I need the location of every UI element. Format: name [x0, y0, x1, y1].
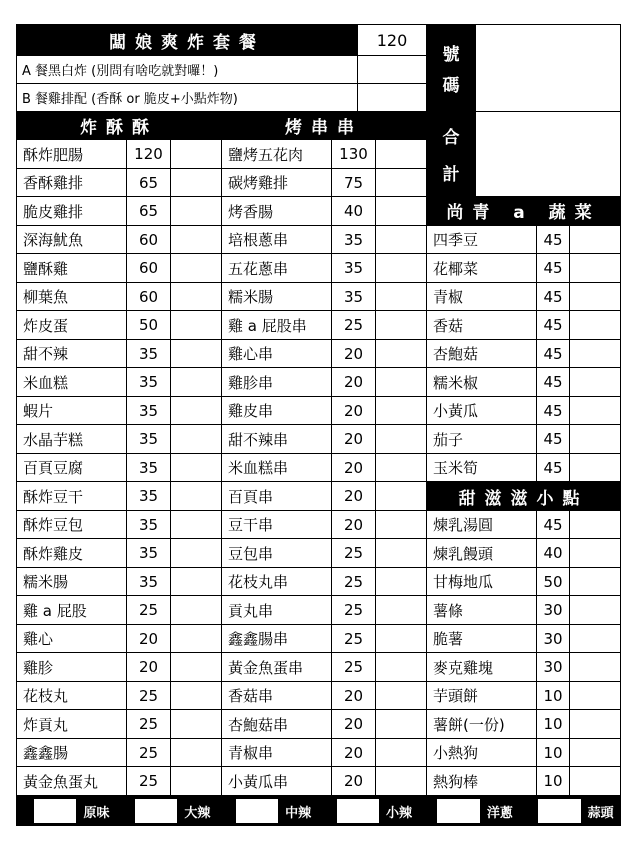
snack-item-qty-box[interactable] — [569, 567, 621, 596]
veg-item-name: 杏鮑菇 — [426, 339, 537, 368]
fried-item-name: 百頁豆腐 — [16, 453, 127, 482]
set-option-b-qty-box[interactable] — [357, 83, 427, 112]
grilled-item-price: 25 — [331, 624, 376, 653]
grilled-item-qty-box[interactable] — [375, 624, 427, 653]
flavor-label: 原味 — [76, 799, 116, 823]
snack-item-price: 30 — [536, 595, 570, 625]
grilled-item-name: 雞皮串 — [221, 396, 332, 425]
grilled-item-price: 25 — [331, 538, 376, 568]
set-meal-price: 120 — [357, 24, 427, 56]
fried-item-price: 25 — [126, 738, 171, 767]
veg-item-name: 花椰菜 — [426, 253, 537, 283]
grilled-item-qty-box[interactable] — [375, 652, 427, 682]
fried-item-name: 米血糕 — [16, 367, 127, 397]
grilled-item-qty-box[interactable] — [375, 396, 427, 425]
fried-item-price: 35 — [126, 453, 171, 482]
snack-item-price: 10 — [536, 738, 570, 767]
fried-item-qty-box[interactable] — [170, 652, 222, 682]
grilled-item-price: 20 — [331, 396, 376, 425]
snack-item-name: 薯餅(一份) — [426, 709, 537, 739]
fried-item-price: 25 — [126, 709, 171, 739]
grilled-item-qty-box[interactable] — [375, 139, 427, 169]
grilled-item-qty-box[interactable] — [375, 510, 427, 539]
fried-item-name: 柳葉魚 — [16, 282, 127, 311]
grilled-item-name: 烤香腸 — [221, 196, 332, 226]
flavor-checkbox[interactable] — [34, 799, 76, 823]
flavor-label: 中辣 — [278, 799, 318, 823]
grilled-item-qty-box[interactable] — [375, 424, 427, 454]
snack-item-price: 10 — [536, 681, 570, 710]
veg-item-qty-box[interactable] — [569, 225, 621, 254]
fried-item-price: 20 — [126, 652, 171, 682]
fried-item-qty-box[interactable] — [170, 225, 222, 254]
snack-item-name: 麥克雞塊 — [426, 652, 537, 682]
grilled-item-qty-box[interactable] — [375, 225, 427, 254]
grilled-item-price: 35 — [331, 225, 376, 254]
fried-item-name: 鑫鑫腸 — [16, 738, 127, 767]
grilled-item-qty-box[interactable] — [375, 310, 427, 340]
order-number-box[interactable] — [475, 24, 621, 112]
fried-section-title: 炸酥酥 — [16, 111, 222, 140]
fried-item-name: 甜不辣 — [16, 339, 127, 368]
veg-item-name: 茄子 — [426, 424, 537, 454]
grilled-item-price: 20 — [331, 510, 376, 539]
grilled-item-qty-box[interactable] — [375, 339, 427, 368]
veg-item-name: 小黃瓜 — [426, 396, 537, 425]
veg-item-price: 45 — [536, 282, 570, 311]
order-number-label — [426, 24, 476, 112]
fried-item-qty-box[interactable] — [170, 453, 222, 482]
fried-item-price: 35 — [126, 567, 171, 596]
grilled-item-qty-box[interactable] — [375, 595, 427, 625]
snack-item-name: 煉乳饅頭 — [426, 538, 537, 568]
snack-item-price: 50 — [536, 567, 570, 596]
veg-item-price: 45 — [536, 424, 570, 454]
veg-item-name: 玉米筍 — [426, 453, 537, 482]
grilled-item-price: 25 — [331, 310, 376, 340]
grilled-item-qty-box[interactable] — [375, 253, 427, 283]
grilled-item-name: 培根蔥串 — [221, 225, 332, 254]
fried-item-qty-box[interactable] — [170, 367, 222, 397]
fried-item-qty-box[interactable] — [170, 168, 222, 197]
fried-item-name: 糯米腸 — [16, 567, 127, 596]
grilled-section-title: 烤串串 — [221, 111, 427, 140]
veg-item-qty-box[interactable] — [569, 424, 621, 454]
snack-item-qty-box[interactable] — [569, 595, 621, 625]
grilled-item-price: 20 — [331, 424, 376, 454]
grilled-item-name: 五花蔥串 — [221, 253, 332, 283]
fried-item-name: 酥炸豆干 — [16, 481, 127, 511]
grilled-item-price: 75 — [331, 168, 376, 197]
veg-section-title: 尚青 a 蔬菜 — [426, 196, 621, 225]
grilled-item-name: 花枝丸串 — [221, 567, 332, 596]
grilled-item-price: 25 — [331, 652, 376, 682]
fried-item-name: 酥炸雞皮 — [16, 538, 127, 568]
grilled-item-name: 小黃瓜串 — [221, 766, 332, 796]
grilled-item-price: 20 — [331, 709, 376, 739]
veg-item-price: 45 — [536, 453, 570, 482]
grilled-item-qty-box[interactable] — [375, 738, 427, 767]
veg-item-price: 45 — [536, 225, 570, 254]
fried-item-name: 酥炸肥腸 — [16, 139, 127, 169]
snack-item-price: 30 — [536, 624, 570, 653]
fried-item-name: 雞 a 屁股 — [16, 595, 127, 625]
fried-item-price: 50 — [126, 310, 171, 340]
fried-item-qty-box[interactable] — [170, 310, 222, 340]
set-meal-title: 闆娘爽炸套餐 — [16, 24, 358, 56]
grilled-item-qty-box[interactable] — [375, 709, 427, 739]
snack-item-name: 甘梅地瓜 — [426, 567, 537, 596]
fried-item-price: 20 — [126, 624, 171, 653]
fried-item-qty-box[interactable] — [170, 424, 222, 454]
veg-item-price: 45 — [536, 310, 570, 340]
grilled-item-qty-box[interactable] — [375, 681, 427, 710]
grilled-item-qty-box[interactable] — [375, 567, 427, 596]
set-option-a-qty-box[interactable] — [357, 55, 427, 84]
fried-item-qty-box[interactable] — [170, 538, 222, 568]
fried-item-price: 120 — [126, 139, 171, 169]
fried-item-price: 35 — [126, 424, 171, 454]
fried-item-name: 花枝丸 — [16, 681, 127, 710]
snack-item-qty-box[interactable] — [569, 738, 621, 767]
grilled-item-name: 甜不辣串 — [221, 424, 332, 454]
fried-item-price: 60 — [126, 225, 171, 254]
grilled-item-price: 20 — [331, 738, 376, 767]
fried-item-name: 蝦片 — [16, 396, 127, 425]
snack-item-qty-box[interactable] — [569, 624, 621, 653]
fried-item-price: 35 — [126, 510, 171, 539]
grilled-item-price: 25 — [331, 567, 376, 596]
fried-item-qty-box[interactable] — [170, 595, 222, 625]
grilled-item-name: 貢丸串 — [221, 595, 332, 625]
snack-item-price: 30 — [536, 652, 570, 682]
snack-item-name: 熱狗棒 — [426, 766, 537, 796]
flavor-checkbox[interactable] — [538, 799, 580, 823]
fried-item-name: 酥炸豆包 — [16, 510, 127, 539]
total-char-2: 計 — [442, 165, 460, 185]
order-number-char-2: 碼 — [442, 76, 460, 96]
grilled-item-qty-box[interactable] — [375, 282, 427, 311]
fried-item-name: 炸貢丸 — [16, 709, 127, 739]
veg-item-qty-box[interactable] — [569, 396, 621, 425]
fried-item-price: 35 — [126, 339, 171, 368]
fried-item-qty-box[interactable] — [170, 681, 222, 710]
grilled-item-name: 鹽烤五花肉 — [221, 139, 332, 169]
grilled-item-price: 35 — [331, 253, 376, 283]
veg-item-qty-box[interactable] — [569, 310, 621, 340]
fried-item-qty-box[interactable] — [170, 253, 222, 283]
grilled-item-name: 雞 a 屁股串 — [221, 310, 332, 340]
grilled-item-name: 香菇串 — [221, 681, 332, 710]
grilled-item-qty-box[interactable] — [375, 168, 427, 197]
fried-item-price: 60 — [126, 282, 171, 311]
fried-item-qty-box[interactable] — [170, 766, 222, 796]
grilled-item-name: 糯米腸 — [221, 282, 332, 311]
veg-item-price: 45 — [536, 396, 570, 425]
grilled-item-name: 鑫鑫腸串 — [221, 624, 332, 653]
fried-item-name: 香酥雞排 — [16, 168, 127, 197]
fried-item-price: 35 — [126, 367, 171, 397]
fried-item-qty-box[interactable] — [170, 196, 222, 226]
fried-item-qty-box[interactable] — [170, 567, 222, 596]
grilled-item-qty-box[interactable] — [375, 453, 427, 482]
fried-item-name: 炸皮蛋 — [16, 310, 127, 340]
snack-item-qty-box[interactable] — [569, 681, 621, 710]
fried-item-price: 25 — [126, 681, 171, 710]
snack-item-name: 薯條 — [426, 595, 537, 625]
flavor-checkbox[interactable] — [236, 799, 278, 823]
snack-item-name: 脆薯 — [426, 624, 537, 653]
grilled-item-name: 雞胗串 — [221, 367, 332, 397]
snack-item-price: 40 — [536, 538, 570, 568]
veg-item-name: 香菇 — [426, 310, 537, 340]
total-char-1: 合 — [442, 128, 460, 148]
fried-item-qty-box[interactable] — [170, 738, 222, 767]
fried-item-name: 深海魷魚 — [16, 225, 127, 254]
fried-item-qty-box[interactable] — [170, 510, 222, 539]
total-label — [426, 111, 476, 197]
grilled-item-name: 黃金魚蛋串 — [221, 652, 332, 682]
fried-item-name: 雞心 — [16, 624, 127, 653]
set-option-a: A 餐黑白炸 (別問有啥吃就對囉！) — [16, 55, 358, 84]
flavor-checkbox[interactable] — [337, 799, 379, 823]
fried-item-name: 雞胗 — [16, 652, 127, 682]
veg-item-name: 四季豆 — [426, 225, 537, 254]
flavor-checkbox[interactable] — [135, 799, 177, 823]
flavor-label: 洋蔥 — [480, 799, 520, 823]
snack-item-qty-box[interactable] — [569, 510, 621, 539]
fried-item-price: 60 — [126, 253, 171, 283]
veg-item-qty-box[interactable] — [569, 282, 621, 311]
flavor-label: 小辣 — [379, 799, 419, 823]
snack-item-price: 10 — [536, 766, 570, 796]
grilled-item-price: 20 — [331, 453, 376, 482]
grilled-item-name: 杏鮑菇串 — [221, 709, 332, 739]
grilled-item-price: 20 — [331, 481, 376, 511]
grilled-item-name: 青椒串 — [221, 738, 332, 767]
grilled-item-price: 20 — [331, 766, 376, 796]
grilled-item-qty-box[interactable] — [375, 538, 427, 568]
grilled-item-name: 百頁串 — [221, 481, 332, 511]
grilled-item-name: 碳烤雞排 — [221, 168, 332, 197]
veg-item-qty-box[interactable] — [569, 253, 621, 283]
fried-item-qty-box[interactable] — [170, 282, 222, 311]
veg-item-price: 45 — [536, 339, 570, 368]
veg-item-name: 青椒 — [426, 282, 537, 311]
fried-item-price: 65 — [126, 168, 171, 197]
snack-item-qty-box[interactable] — [569, 766, 621, 796]
total-box[interactable] — [475, 111, 621, 197]
snack-item-price: 45 — [536, 510, 570, 539]
grilled-item-qty-box[interactable] — [375, 367, 427, 397]
fried-item-name: 鹽酥雞 — [16, 253, 127, 283]
fried-item-price: 35 — [126, 481, 171, 511]
veg-item-name: 糯米椒 — [426, 367, 537, 397]
fried-item-price: 35 — [126, 538, 171, 568]
veg-item-price: 45 — [536, 253, 570, 283]
snack-item-qty-box[interactable] — [569, 709, 621, 739]
flavor-bar — [16, 796, 621, 826]
grilled-item-price: 40 — [331, 196, 376, 226]
snack-item-qty-box[interactable] — [569, 652, 621, 682]
snack-item-name: 小熱狗 — [426, 738, 537, 767]
flavor-label: 大辣 — [177, 799, 217, 823]
grilled-item-qty-box[interactable] — [375, 196, 427, 226]
fried-item-name: 黃金魚蛋丸 — [16, 766, 127, 796]
grilled-item-qty-box[interactable] — [375, 481, 427, 511]
grilled-item-price: 20 — [331, 681, 376, 710]
veg-item-qty-box[interactable] — [569, 453, 621, 482]
grilled-item-price: 20 — [331, 339, 376, 368]
fried-item-price: 25 — [126, 766, 171, 796]
fried-item-qty-box[interactable] — [170, 481, 222, 511]
grilled-item-name: 雞心串 — [221, 339, 332, 368]
fried-item-price: 25 — [126, 595, 171, 625]
grilled-item-price: 25 — [331, 595, 376, 625]
grilled-item-price: 130 — [331, 139, 376, 169]
grilled-item-name: 豆包串 — [221, 538, 332, 568]
flavor-label: 蒜頭 — [581, 799, 621, 823]
fried-item-name: 脆皮雞排 — [16, 196, 127, 226]
snack-item-name: 芋頭餅 — [426, 681, 537, 710]
snack-item-qty-box[interactable] — [569, 538, 621, 568]
fried-item-price: 35 — [126, 396, 171, 425]
snack-item-name: 煉乳湯圓 — [426, 510, 537, 539]
veg-item-price: 45 — [536, 367, 570, 397]
fried-item-name: 水晶芋糕 — [16, 424, 127, 454]
fried-item-price: 65 — [126, 196, 171, 226]
grilled-item-qty-box[interactable] — [375, 766, 427, 796]
veg-item-qty-box[interactable] — [569, 367, 621, 397]
grilled-item-price: 35 — [331, 282, 376, 311]
fried-item-qty-box[interactable] — [170, 396, 222, 425]
grilled-item-name: 米血糕串 — [221, 453, 332, 482]
fried-item-qty-box[interactable] — [170, 709, 222, 739]
veg-item-qty-box[interactable] — [569, 339, 621, 368]
grilled-item-price: 20 — [331, 367, 376, 397]
snacks-section-title: 甜滋滋小點 — [426, 481, 621, 511]
fried-item-qty-box[interactable] — [170, 339, 222, 368]
fried-item-qty-box[interactable] — [170, 139, 222, 169]
fried-item-qty-box[interactable] — [170, 624, 222, 653]
grilled-item-name: 豆干串 — [221, 510, 332, 539]
snack-item-price: 10 — [536, 709, 570, 739]
set-option-b: B 餐雞排配 (香酥 or 脆皮+小點炸物) — [16, 83, 358, 112]
flavor-checkbox[interactable] — [437, 799, 479, 823]
order-number-char-1: 號 — [442, 45, 460, 65]
